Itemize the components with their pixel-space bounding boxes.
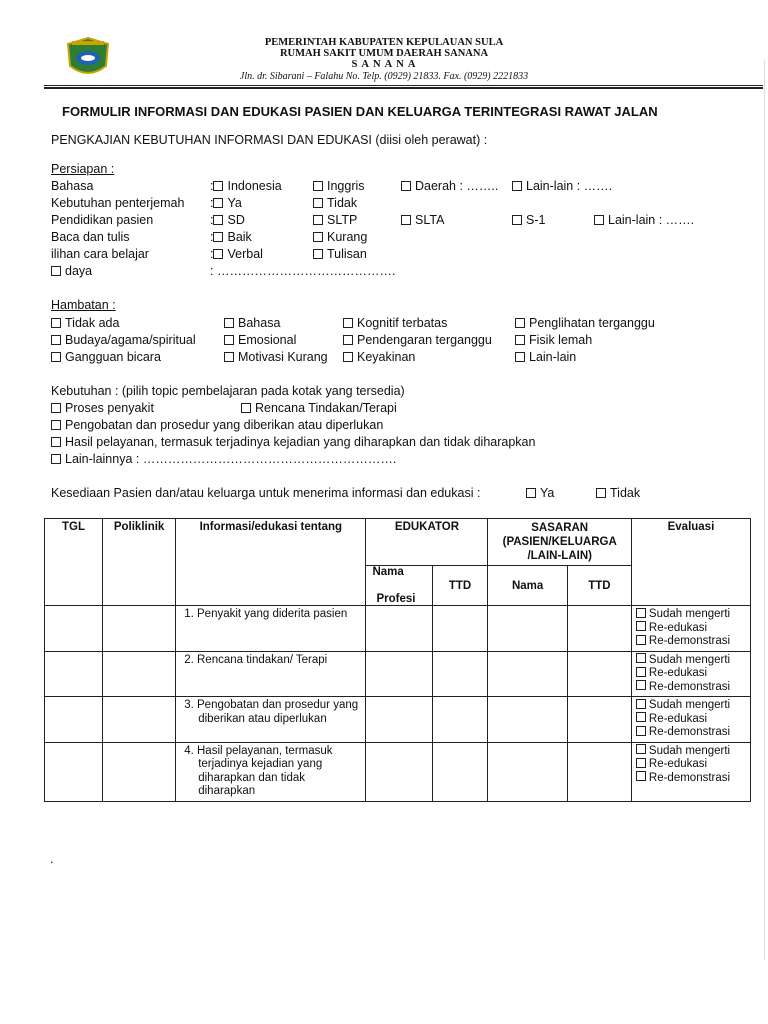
th-profesi: Profesi <box>376 593 416 605</box>
checkbox[interactable] <box>51 335 61 345</box>
cell-evaluasi <box>631 742 750 801</box>
hambatan-item: Budaya/agama/spiritual <box>65 333 196 347</box>
th-edukator: EDUKATOR <box>366 519 488 566</box>
checkbox[interactable] <box>213 215 223 225</box>
th-sasaran: SASARAN (PASIEN/KELUARGA /LAIN-LAIN) <box>488 519 631 566</box>
cell-evaluasi <box>631 651 750 697</box>
education-table <box>44 518 751 802</box>
cell-info: 1. Penyakit yang diderita pasien <box>176 606 366 652</box>
checkbox[interactable] <box>636 758 646 768</box>
hambatan-item: Lain-lain <box>529 350 577 364</box>
checkbox[interactable] <box>224 352 234 362</box>
cell-info: 2. Rencana tindakan/ Terapi <box>176 651 366 697</box>
kebutuhan-heading: Kebutuhan : (pilih topic pembelajaran pada kotak yang tersedia) <box>51 384 405 398</box>
checkbox[interactable] <box>213 232 223 242</box>
th-ttd: TTD <box>432 566 488 606</box>
kebutuhan-item: Proses penyakit <box>65 401 154 415</box>
hambatan-item: Pendengaran terganggu <box>357 333 492 347</box>
th-poliklinik: Poliklinik <box>102 519 175 606</box>
daya-value[interactable]: : ……………………………………. <box>210 264 396 278</box>
option-tulisan: Tulisan <box>327 247 367 261</box>
eval-option: Sudah mengerti <box>648 653 731 666</box>
checkbox[interactable] <box>636 726 646 736</box>
eval-option: Re-edukasi <box>648 758 708 770</box>
hambatan-item: Keyakinan <box>357 350 416 364</box>
cell-evaluasi <box>631 606 750 652</box>
hambatan-item: Fisik lemah <box>529 333 593 347</box>
option-indonesia: Indonesia <box>227 179 282 193</box>
checkbox[interactable] <box>636 712 646 722</box>
hambatan-item: Kognitif terbatas <box>357 316 448 330</box>
header-divider-thick <box>44 87 763 89</box>
th-nama-profesi <box>366 566 432 606</box>
eval-option: Re-demonstrasi <box>648 680 731 693</box>
checkbox[interactable] <box>241 403 251 413</box>
checkbox[interactable] <box>224 318 234 328</box>
cell-sasaran-nama[interactable] <box>488 697 567 743</box>
cell-edukator-ttd[interactable] <box>432 742 488 801</box>
checkbox[interactable] <box>515 335 525 345</box>
checkbox[interactable] <box>51 420 61 430</box>
checkbox[interactable] <box>313 249 323 259</box>
cell-sasaran-nama[interactable] <box>488 606 567 652</box>
cell-tgl[interactable] <box>45 606 103 652</box>
cell-info: 3. Pengobatan dan prosedur yang diberikan atau diperlukan <box>176 697 366 743</box>
checkbox[interactable] <box>636 635 646 645</box>
cell-poli[interactable] <box>102 742 175 801</box>
th-nama-sasaran: Nama <box>488 566 567 606</box>
option-daerah: Daerah : …….. <box>415 179 499 193</box>
checkbox[interactable] <box>213 249 223 259</box>
kesediaan-tidak: Tidak <box>610 486 641 500</box>
th-nama: Nama <box>372 566 404 578</box>
cell-sasaran-ttd[interactable] <box>567 651 631 697</box>
checkbox[interactable] <box>512 215 522 225</box>
checkbox[interactable] <box>636 680 646 690</box>
checkbox[interactable] <box>636 653 646 663</box>
cell-edukator-ttd[interactable] <box>432 651 488 697</box>
option-kurang: Kurang <box>327 230 368 244</box>
checkbox[interactable] <box>515 318 525 328</box>
hambatan-item: Bahasa <box>238 316 281 330</box>
cell-tgl[interactable] <box>45 742 103 801</box>
cell-sasaran-nama[interactable] <box>488 742 567 801</box>
checkbox[interactable] <box>313 181 323 191</box>
penterjemah-label: Kebutuhan penterjemah <box>51 196 185 210</box>
page-edge <box>764 60 765 960</box>
checkbox[interactable] <box>636 744 646 754</box>
cara-belajar-label: ilihan cara belajar <box>51 247 149 261</box>
checkbox[interactable] <box>596 488 606 498</box>
footer-dot: . <box>50 852 54 866</box>
checkbox[interactable] <box>515 352 525 362</box>
cell-sasaran-ttd[interactable] <box>567 606 631 652</box>
cell-sasaran-nama[interactable] <box>488 651 567 697</box>
table-row <box>45 697 751 743</box>
checkbox[interactable] <box>313 232 323 242</box>
option-sltp: SLTP <box>327 213 358 227</box>
eval-option: Re-edukasi <box>648 621 708 634</box>
option-inggris: Inggris <box>327 179 365 193</box>
checkbox[interactable] <box>636 667 646 677</box>
th-informasi: Informasi/edukasi tentang <box>176 519 366 606</box>
checkbox[interactable] <box>51 266 61 276</box>
header-line-2: RUMAH SAKIT UMUM DAERAH SANANA <box>279 48 489 59</box>
cell-sasaran-ttd[interactable] <box>567 697 631 743</box>
checkbox[interactable] <box>526 488 536 498</box>
checkbox[interactable] <box>213 181 223 191</box>
cell-edukator-nama[interactable] <box>366 606 432 652</box>
kesediaan-text: Kesediaan Pasien dan/atau keluarga untuk menerima informasi dan edukasi : <box>51 486 481 500</box>
eval-option: Re-demonstrasi <box>648 726 731 738</box>
cell-edukator-nama[interactable] <box>366 697 432 743</box>
eval-option: Sudah mengerti <box>648 699 731 711</box>
checkbox[interactable] <box>401 215 411 225</box>
cell-edukator-nama[interactable] <box>366 651 432 697</box>
checkbox[interactable] <box>343 335 353 345</box>
kebutuhan-item: Lain-lainnya : ……………………………………………………. <box>65 452 397 466</box>
hambatan-item: Tidak ada <box>65 316 120 330</box>
checkbox[interactable] <box>512 181 522 191</box>
th-tgl: TGL <box>45 519 103 606</box>
persiapan-heading: Persiapan : <box>51 162 115 176</box>
cell-sasaran-ttd[interactable] <box>567 742 631 801</box>
checkbox[interactable] <box>343 318 353 328</box>
bahasa-label: Bahasa <box>51 179 94 193</box>
checkbox[interactable] <box>313 215 323 225</box>
assessment-heading: PENGKAJIAN KEBUTUHAN INFORMASI DAN EDUKASI (diisi oleh perawat) : <box>51 133 488 147</box>
hambatan-item: Gangguan bicara <box>65 350 161 364</box>
table-row <box>45 606 751 652</box>
hambatan-item: Penglihatan terganggu <box>529 316 655 330</box>
checkbox[interactable] <box>636 608 646 618</box>
checkbox[interactable] <box>51 454 61 464</box>
option-slta: SLTA <box>415 213 445 227</box>
header-address: Jln. dr. Sibarani – Falahu No. Telp. (0929) 21833. Fax. (0929) 2221833 <box>239 71 529 82</box>
th-ttd-sasaran: TTD <box>567 566 631 606</box>
checkbox[interactable] <box>636 699 646 709</box>
option-s1: S-1 <box>526 213 546 227</box>
eval-option: Re-demonstrasi <box>648 635 731 647</box>
checkbox[interactable] <box>224 335 234 345</box>
header-line-3: S A N A N A <box>351 59 417 70</box>
option-lain: Lain-lain : ……. <box>608 213 695 227</box>
th-evaluasi: Evaluasi <box>631 519 750 606</box>
cell-poli[interactable] <box>102 606 175 652</box>
hambatan-item: Emosional <box>238 333 297 347</box>
cell-tgl[interactable] <box>45 651 103 697</box>
checkbox[interactable] <box>594 215 604 225</box>
option-lain: Lain-lain : ……. <box>526 179 613 193</box>
cell-edukator-nama[interactable] <box>366 742 432 801</box>
kesediaan-ya: Ya <box>540 486 555 500</box>
eval-option: Sudah mengerti <box>648 608 731 620</box>
header-line-1: PEMERINTAH KABUPATEN KEPULAUAN SULA <box>264 37 504 48</box>
checkbox[interactable] <box>51 403 61 413</box>
cell-edukator-ttd[interactable] <box>432 697 488 743</box>
checkbox[interactable] <box>51 437 61 447</box>
header-divider <box>44 85 763 86</box>
kebutuhan-item: Pengobatan dan prosedur yang diberikan atau diperlukan <box>65 418 384 432</box>
hambatan-item: Motivasi Kurang <box>238 350 328 364</box>
eval-option: Sudah mengerti <box>648 744 731 757</box>
eval-option: Re-edukasi <box>648 667 708 679</box>
option-verbal: Verbal <box>227 247 263 261</box>
checkbox[interactable] <box>51 352 61 362</box>
checkbox[interactable] <box>313 198 323 208</box>
baca-tulis-label: Baca dan tulis <box>51 230 130 244</box>
option-baik: Baik <box>227 230 252 244</box>
checkbox[interactable] <box>343 352 353 362</box>
eval-option: Re-demonstrasi <box>648 771 731 784</box>
checkbox[interactable] <box>213 198 223 208</box>
cell-evaluasi <box>631 697 750 743</box>
cell-tgl[interactable] <box>45 697 103 743</box>
table-row <box>45 651 751 697</box>
eval-option: Re-edukasi <box>648 712 708 725</box>
hambatan-heading: Hambatan : <box>51 298 116 312</box>
form-title: FORMULIR INFORMASI DAN EDUKASI PASIEN DAN KELUARGA TERINTEGRASI RAWAT JALAN <box>62 104 658 119</box>
pendidikan-label: Pendidikan pasien <box>51 213 154 227</box>
option-tidak: Tidak <box>327 196 358 210</box>
cell-info: 4. Hasil pelayanan, termasuk terjadinya kejadian yang diharapkan dan tidak diharapkan <box>176 742 366 801</box>
option-ya: Ya <box>227 196 242 210</box>
kebutuhan-item: Hasil pelayanan, termasuk terjadinya kejadian yang diharapkan dan tidak diharapkan <box>65 435 536 449</box>
kebutuhan-item: Rencana Tindakan/Terapi <box>255 401 397 415</box>
cell-edukator-ttd[interactable] <box>432 606 488 652</box>
daya-label: daya <box>65 264 93 278</box>
checkbox[interactable] <box>401 181 411 191</box>
cell-poli[interactable] <box>102 697 175 743</box>
option-sd: SD <box>227 213 245 227</box>
table-row <box>45 742 751 801</box>
checkbox[interactable] <box>636 621 646 631</box>
cell-poli[interactable] <box>102 651 175 697</box>
checkbox[interactable] <box>636 771 646 781</box>
checkbox[interactable] <box>51 318 61 328</box>
